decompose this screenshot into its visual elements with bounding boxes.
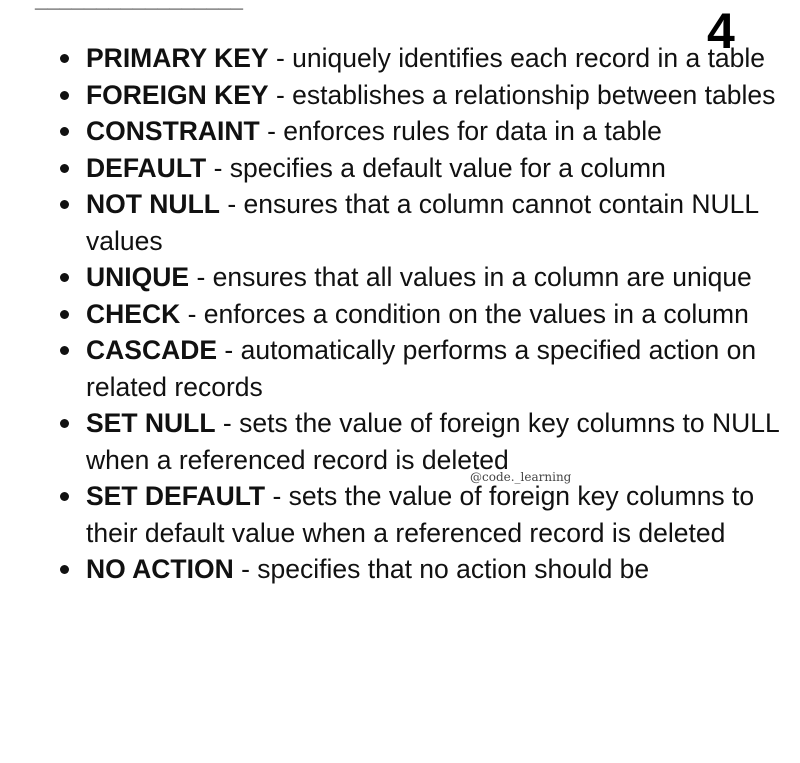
watermark: @code._learning [470, 470, 572, 484]
page-number: 4 [707, 3, 735, 59]
list-item [60, 551, 780, 588]
bullet-icon [60, 54, 69, 63]
bullet-icon [60, 346, 69, 355]
term-description: - automatically performs a specified action on related records [86, 335, 757, 402]
term-label: UNIQUE [86, 262, 190, 292]
bullet-icon [60, 200, 69, 209]
term-description: - ensures that a column cannot contain NULL values [86, 189, 759, 256]
list-item [60, 296, 780, 333]
term-description: - enforces rules for data in a table [259, 116, 662, 146]
list-item [60, 478, 780, 551]
list-item [60, 332, 780, 405]
list-item [60, 40, 780, 77]
list-item [60, 150, 780, 187]
term-description: - specifies a default value for a column [206, 152, 666, 183]
bullet-icon [60, 164, 69, 173]
term-description: - establishes a relationship between tables [268, 79, 776, 110]
bullet-icon [60, 91, 69, 100]
term-label: NOT NULL [86, 189, 220, 219]
list-item [60, 113, 780, 150]
term-description: - sets the value of foreign key columns to their default value when a referenced record is deleted [86, 481, 755, 548]
term-label: SET DEFAULT [86, 481, 266, 511]
list-item [60, 259, 780, 296]
term-description: - ensures that all values in a column are unique [189, 262, 752, 292]
list-item [60, 77, 780, 114]
term-description: - specifies that no action should be [233, 554, 650, 584]
term-label: NO ACTION [86, 554, 234, 584]
list-item [60, 405, 780, 478]
term-label: FOREIGN KEY [86, 79, 269, 110]
bullet-icon [60, 492, 69, 501]
bullet-icon [60, 565, 69, 574]
bullet-icon [60, 127, 69, 136]
term-label: CASCADE [86, 335, 218, 365]
term-label: SET NULL [86, 408, 216, 438]
list-item [60, 186, 780, 259]
term-label: CHECK [86, 298, 181, 329]
term-label: CONSTRAINT [86, 116, 260, 146]
term-description: - sets the value of foreign key columns to NULL when a referenced record is deleted [86, 408, 779, 475]
term-description: - enforces a condition on the values in a column [180, 298, 749, 329]
cut-off-header [35, 0, 243, 13]
term-description: - uniquely identifies each record in a table [268, 43, 766, 73]
term-label: PRIMARY KEY [86, 43, 269, 73]
sql-constraint-list [60, 40, 780, 588]
bullet-icon [60, 419, 69, 428]
term-label: DEFAULT [86, 152, 207, 183]
bullet-icon [60, 310, 69, 319]
bullet-icon [60, 273, 69, 282]
